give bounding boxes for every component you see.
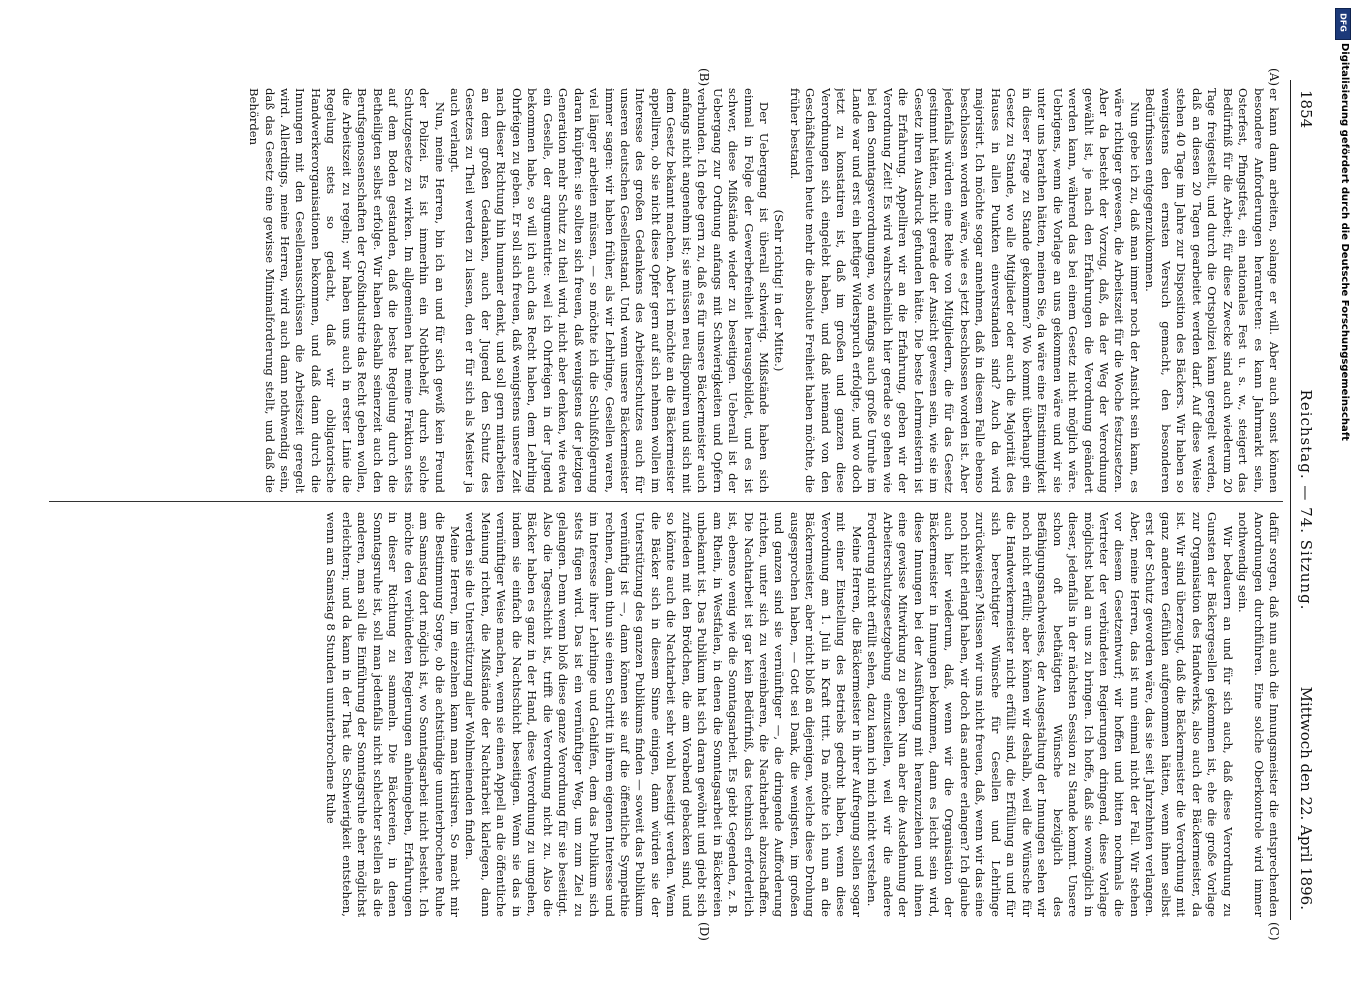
column-divider	[49, 501, 1283, 502]
paragraph: Nun, meine Herren, bin ich an und für sich gewiß kein Freund der Polizei. Es ist immerhin ein Nothbehelf, durch solche Schutzgesetze zu wirken. Im allgemeinen hat meine Fraktion stets auf dem Boden gestanden, daß die beste Regelung durch die Betheiligten selbst erfolge. Wir haben deshalb seinerzeit auch den Berufsgenossenschaften der Großindustrie das Recht geben wollen, die Arbeitszeit zu regeln; wir haben uns auch in erster Linie die Regelung stets so gedacht, daß wir obligatorische Handwerkerorganisationen bekommen, und daß dann durch die Innungen mit den Gesellenausschüssen die Arbeitszeit geregelt wird. Allerdings, meine Herren, wird auch dann nothwendig sein, daß das Gesetz eine gewisse Minimalforderung stellt, und daß die Behörden	[247, 88, 447, 493]
paragraph: Meine Herren, im einzelnen kann man kritisiren. So macht mir die Bestimmung Sorge, ob die achtstündige ununterbrochene Ruhe am Samstag dort möglich ist, wo Sonntagsarbeit nicht besteht. Ich möchte den verbündeten Regierungen anheimgeben, Erfahrungen in dieser Richtung zu sammeln. Die Bäckereien, in denen Sonntagsruhe ist, soll man jedenfalls nicht schlechter stellen als die anderen, man soll die Einführung der Sonntagsruhe eher möglichst erleichtern; und da kann in der That die Schwierigkeit entstehen, wenn am Samstag 8 Stunden ununterbrochene Ruhe	[324, 512, 462, 917]
margin-marker-b: (B)	[697, 68, 711, 87]
funding-credit-text: Digitalisierung gefördert durch die Deutsche Forschungsgemeinschaft	[1339, 43, 1350, 441]
right-column	[49, 512, 1281, 917]
dfg-logo-icon: DFG	[1335, 8, 1351, 40]
margin-marker-c: (C)	[1267, 922, 1281, 941]
paragraph: er kann dann arbeiten, solange er will. Aber auch sonst können besondere Anforderungen herantreten: es kann Jahrmarkt sein, Osterfest, Pfingstfest, ein nationales Fest u. s. w., steigert das Bedürfniß für die Arbeit; für diese Zwecke sind auch wiederum 20 Tage freigestellt, und durch die Ortspolizei kann geregelt werden, daß an diesen 20 Tagen gearbeitet werden darf. Auf diese Weise stehen 40 Tage im Jahre zur Disposition des Bäckers. Wir haben so wenigstens den ernsten Versuch gemacht, den besonderen Bedürfnissen entgegenzukommen.	[1143, 88, 1281, 493]
margin-marker-d: (D)	[697, 922, 711, 941]
paragraph: Wir bedauern an und für sich auch, daß diese Verordnung zu Gunsten der Bäckergesellen gekommen ist, ehe die große Vorlage zur Organisation des Handwerks, also auch der Bäckermeister, da ist. Wir sind überzeugt, daß die Bäckermeister die Verordnung mit ganz anderen Gefühlen aufgenommen hätten, wenn ihnen selbst erst der Schutz geworden wäre, das sie seit Jahrzehnten verlangen. Aber, meine Herren, das ist nun einmal nicht der Fall. Wir stehen vor diesem Gesetzentwurf; wir hoffen und bitten nochmals die Vertreter der verbündeten Regierungen dringend, diese Vorlage möglichst bald an uns zu bringen. Ich hoffe, daß sie womöglich in dieser, jedenfalls in der nächsten Session zu Stande kommt. Unsere schon oft bethätigten Wünsche bezüglich des Befähigungsnachweises, der Ausgestaltung der Innungen sehen wir noch nicht erfüllt; aber können wir deshalb, weil die Wünsche für die Handwerkermeister nicht erfüllt sind, die Erfüllung an und für sich berechtigter Wünsche für Gesellen und Lehrlinge zurückweisen? Müssen wir uns nicht freuen, daß, wenn wir das eine noch nicht erlangt haben, wir doch das andere erlangen? Ich glaube auch hier wiederum, daß, wenn wir die Organisation der Bäckermeister in Innungen bekommen, dann es leicht sein wird, diese Innungen bei der Ausführung mit heranzuziehen und ihnen eine gewisse Mitwirkung zu geben. Nun aber die Ausdehnung der Arbeiterschutzgesetzgebung einzustellen, weil wir die andere Forderung nicht erfüllt sehen, dazu kann ich mich nicht verstehen.	[865, 512, 1235, 917]
left-column	[49, 88, 1281, 493]
session-date: Mittwoch den 22. April 1896.	[1297, 686, 1315, 910]
paragraph: Meine Herren, die Bäckermeister in ihrer Aufregung sollen sogar mit einer Einstellung des Betriebs gedroht haben, wenn diese Verordnung am 1. Juli in Kraft tritt. Da möchte ich nun an die Bäckermeister, aber nicht bloß an diejenigen, welche diese Drohung ausgesprochen haben, — Gott sei Dank, die wenigsten, im großen und ganzen sind sie vernünftiger —, die dringende Aufforderung richten, unter sich zu vereinbaren, die Nachtarbeit abzuschaffen. Die Nachtarbeit ist gar kein Bedürfniß, das technisch erforderlich ist, ebenso wenig wie die Sonntagsarbeit. Es giebt Gegenden, z. B. am Rhein, in Westfalen, in denen die Sonntagsarbeit in Bäckereien unbekannt ist. Das Publikum hat sich daran gewöhnt und giebt sich zufrieden mit den Brödchen, die am Vorabend gebacken sind, und so könnte auch die Nachtarbeit sehr wohl beseitigt werden. Wenn die Bäcker sich in diesem Sinne einigen, dann würden sie der Unterstützung des ganzen Publikums finden — soweit das Publikum vernünftig ist —, dann können sie auf die öffentliche Sympathie rechnen, dann thun sie einen Schritt in ihrem eigenen Interesse und im Interesse ihrer Lehrlinge und Gehilfen, dem das Publikum sich stets fügen wird. Das ist ein vernünftiger Weg, um zum Ziel zu gelangen. Denn wenn bloß diese ganze Verordnung für sie beseitigt. Also die Tageschicht ist, trifft die Verordnung nicht zu. Also die Bäcker haben es ganz in der Hand, diese Verordnung zu umgehen, indem sie einfach die Nachtschicht beseitigen. Wenn sie das in vernünftiger Weise machen, wenn sie einen Appell an die öffentliche Meinung richten, die Mißstände der Nachtarbeit klarlegen, dann werden sie die Unterstützung aller Wohlmeinenden finden.	[463, 512, 864, 917]
funding-credit	[1335, 8, 1351, 608]
page-header	[1291, 60, 1321, 940]
paragraph: Der Uebergang ist überall schwierig. Mißstände haben sich einmal in Folge der Gewerbefreiheit herausgebildet, und es ist schwer, diese Mißstände wieder zu beseitigen. Ueberall ist der Uebergang zur Ordnung anfangs mit Schwierigkeiten und Opfern verbunden. Ich gebe gern zu, daß es für unsere Bäckermeister auch anfangs nicht angenehm ist; sie müssen neu disponiren und sich mit dem Gesetz bekannt machen. Aber ich möchte an die Bäckermeister appelliren, ob sie nicht diese Opfer gern auf sich nehmen wollen im Interesse des großen Gedankens des Arbeiterschutzes auch für unseren deutschen Gesellenstand. Und wenn unsere Bäckermeister immer sagen: wir haben früher, als wir Lehrlinge, Gesellen waren, viel länger arbeiten müssen, — so möchte ich die Schlußfolgerung daran knüpfen: sie sollten sich freuen, daß wenigstens der jetzigen Generation mehr Schutz zu theil wird, nicht aber denken, wie etwa ein Geselle, der argumentirte: weil ich Ohrfeigen in der Jugend bekommen habe, so will ich auch das Recht haben, dem Lehrling Ohrfeigen zu geben. Er soll sich freuen, daß wenigstens unsere Zeit nach dieser Richtung hin humaner denkt, und soll gern mitarbeiten an dem großen Gedanken, auch der Jugend den Schutz des Gesetzes zu Theil werden zu lassen, den er für sich als Meister ja auch verlangt.	[447, 88, 772, 493]
session-title: Reichstag. — 74. Sitzung.	[1297, 389, 1315, 611]
interjection: (Sehr richtig! in der Mitte.)	[772, 209, 787, 372]
paragraph: Nun gebe ich zu, daß man immer noch der Ansicht sein kann, es wäre richtiger gewesen, die Arbeitszeit für die Woche festzusetzen. Aber da besteht der Vorzug, daß, da der Weg der Verordnung gewählt ist, je nach den Erfahrungen die Verordnung geändert werden kann, während das bei einem Gesetz nicht möglich wäre. Uebrigens, wenn die Vorlage an uns gekommen wäre und wir sie unter uns berathen hätten, meinen Sie, da wäre eine Einstimmigkeit in dieser Frage zu Stande gekommen? Wo kommt überhaupt ein Gesetz zu Stande, wo alle Mitglieder oder auch die Majorität des Hauses in allen Punkten einverstanden sind? Auch da wird majorisirt. Ich möchte sogar annehmen, daß in diesem Falle ebenso beschlossen worden wäre, wie es jetzt beschlossen worden ist. Aber jedenfalls würden eine Reihe von Mitgliedern, die für das Gesetz gestimmt hätten, nicht gerade der Ansicht gewesen sein, wie sie im Gesetz ihren Ausdruck gefunden hätte. Die beste Lehrmeisterin ist die Erfahrung. Appelliren wir an die Erfahrung, geben wir der Verordnung Zeit! Es wird wahrscheinlich hier gerade so gehen wie bei den Sonntagsverordnungen, wo anfangs auch große Unruhe im Lande war und erst ein heftiger Widerspruch erfolgte, und wo doch jetzt zu konstatiren ist, daß im großen und ganzen diese Verordnungen sich eingelebt haben, und daß niemand von den Geschäftsleuten heute mehr die absolute Freiheit haben möchte, die früher bestand.	[787, 88, 1142, 493]
header-rule	[1290, 80, 1291, 920]
rotated-page	[31, 60, 1321, 940]
margin-marker-a: (A)	[1267, 68, 1281, 87]
paragraph: dafür sorgen, daß nun auch die Innungsmeister die entsprechenden Anordnungen durchführen. Eine solche Oberkontrole wird immer nothwendig sein.	[1236, 512, 1281, 917]
page-number: 1854	[1297, 90, 1315, 129]
